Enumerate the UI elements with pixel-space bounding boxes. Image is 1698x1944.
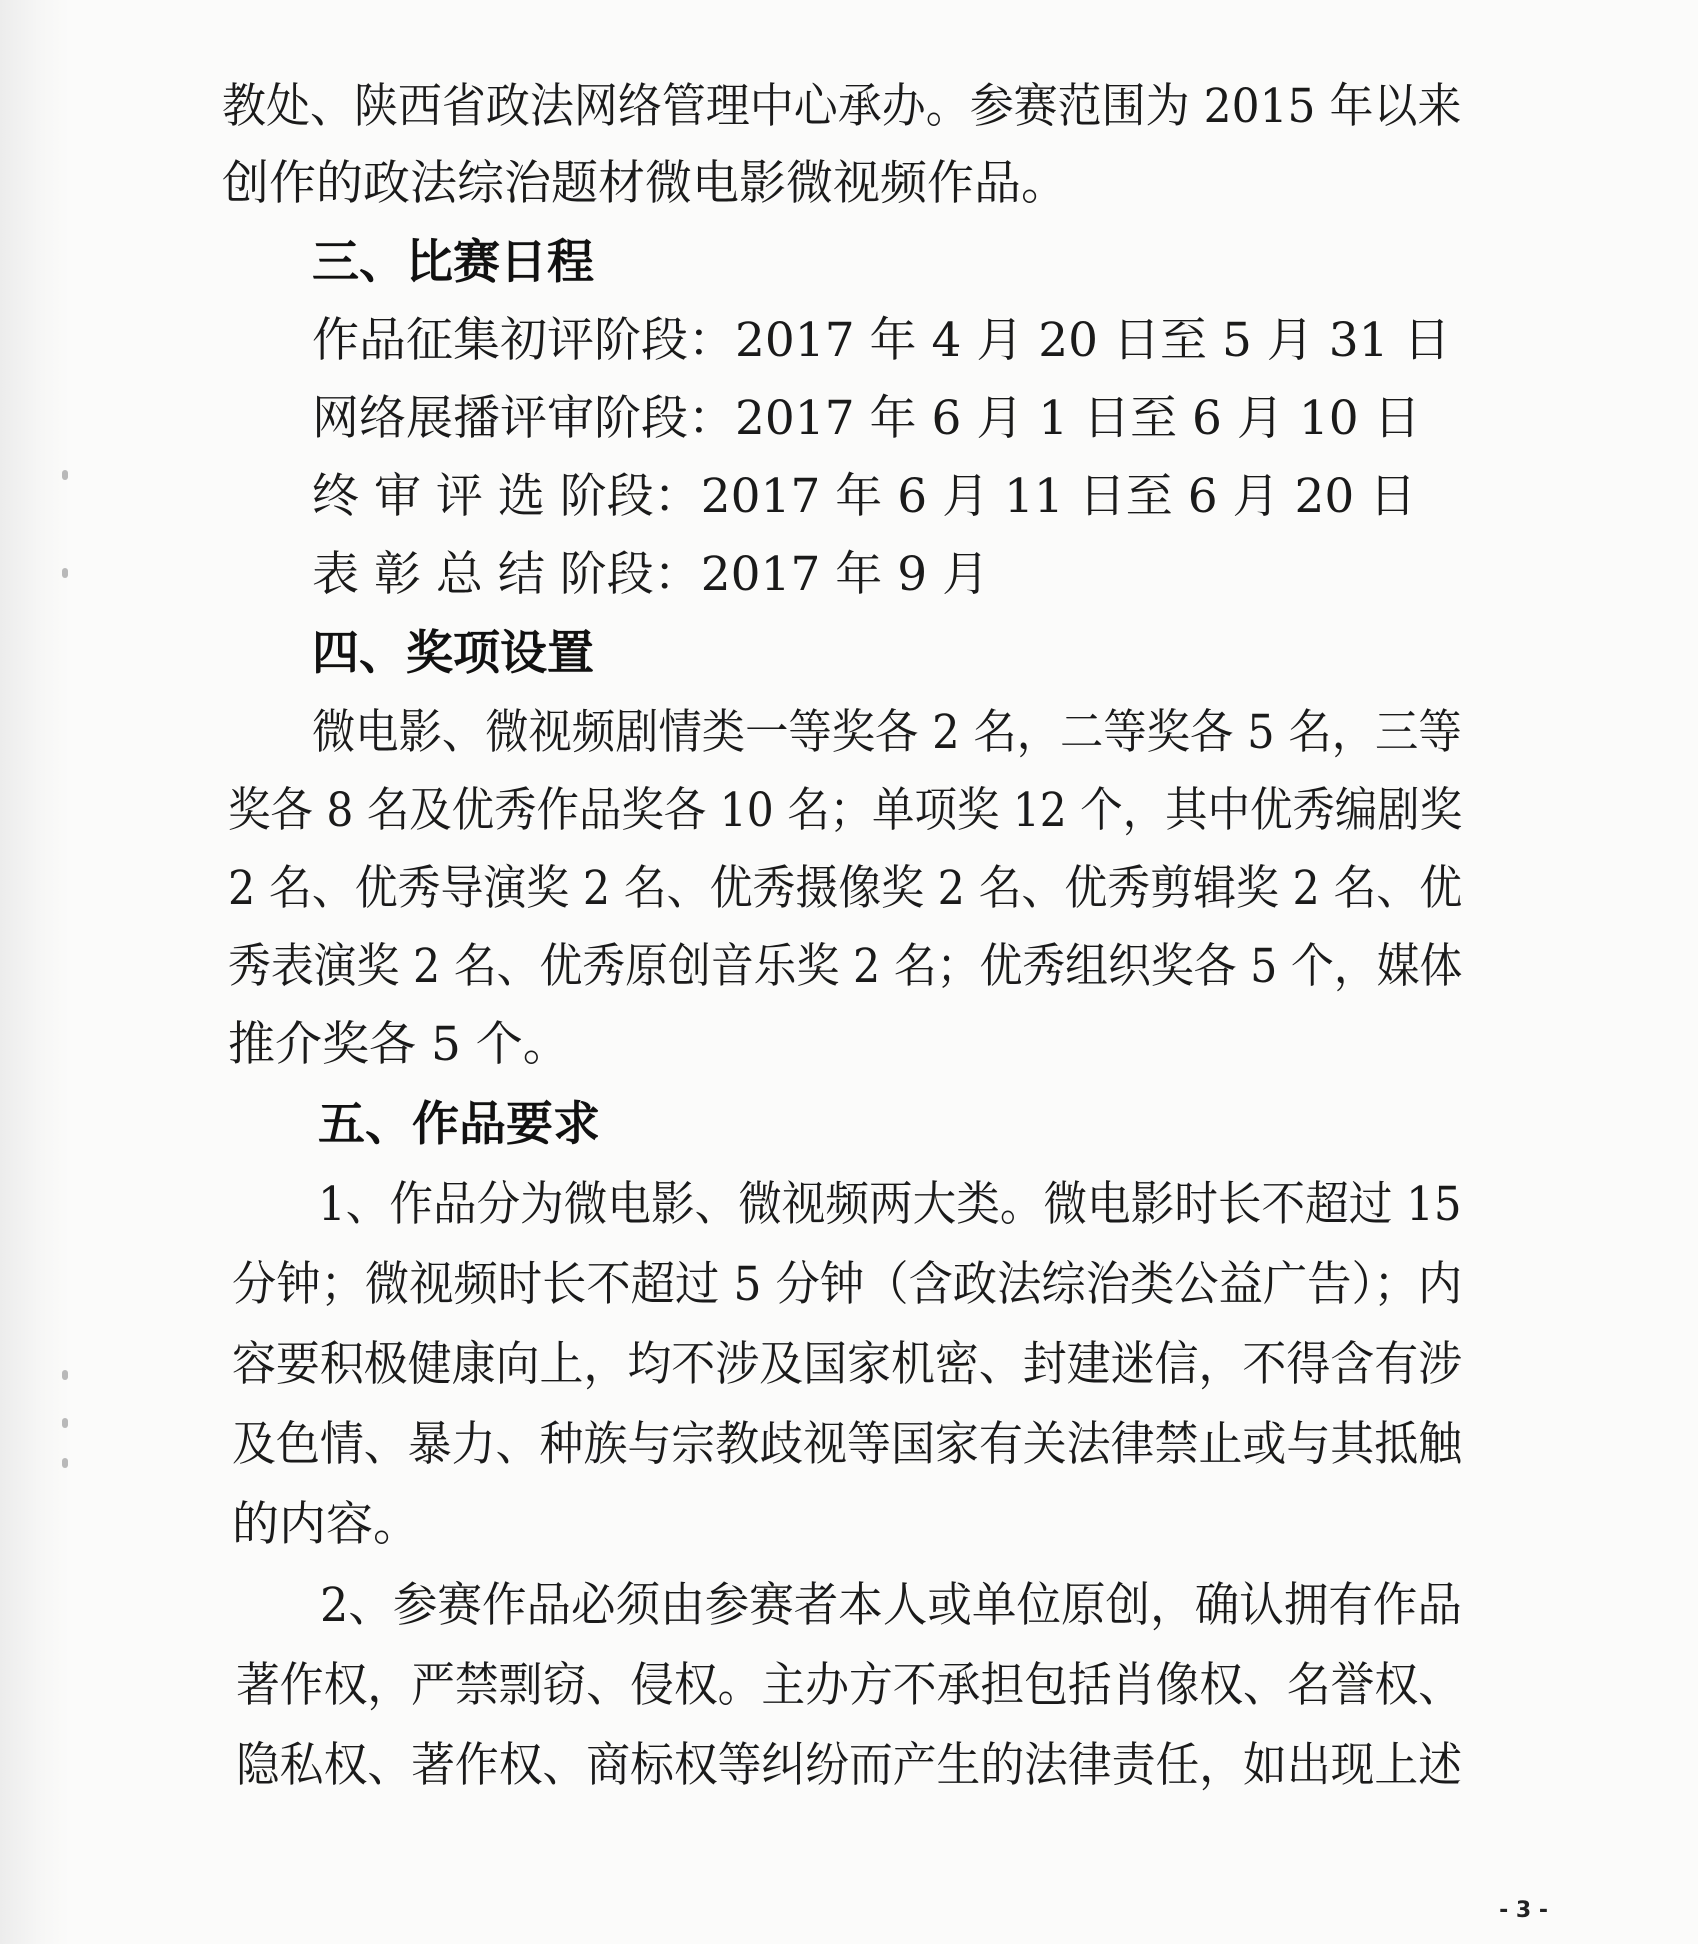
body-line: 推介奖各 5 个。: [228, 1017, 570, 1072]
body-line: 容要积极健康向上，均不涉及国家机密、封建迷信，不得含有涉: [232, 1337, 1463, 1392]
section-heading: 五、作品要求: [318, 1097, 600, 1152]
section-heading: 四、奖项设置: [312, 626, 594, 681]
binding-hole-mark: [62, 1370, 68, 1380]
body-line: 教处、陕西省政法网络管理中心承办。参赛范围为 2015 年以来: [222, 79, 1462, 134]
section-heading: 三、比赛日程: [312, 235, 594, 290]
schedule-line: 网络展播评审阶段：2017 年 6 月 1 日至 6 月 10 日: [312, 391, 1421, 446]
body-line: 及色情、暴力、种族与宗教歧视等国家有关法律禁止或与其抵触: [232, 1417, 1463, 1472]
binding-hole-mark: [62, 1458, 68, 1468]
body-line: 秀表演奖 2 名、优秀原创音乐奖 2 名；优秀组织奖各 5 个，媒体: [228, 939, 1463, 994]
schedule-line: 表 彰 总 结 阶段：2017 年 9 月: [312, 547, 990, 602]
body-line: 创作的政法综治题材微电影微视频作品。: [222, 156, 1068, 211]
body-line: 微电影、微视频剧情类一等奖各 2 名，二等奖各 5 名，三等: [312, 705, 1462, 760]
page-number: - 3 -: [1499, 1898, 1548, 1923]
body-line: 的内容。: [232, 1497, 420, 1552]
body-line: 奖各 8 名及优秀作品奖各 10 名；单项奖 12 个，其中优秀编剧奖: [228, 783, 1463, 838]
scan-edge-shadow: [0, 0, 70, 1944]
body-line: 2、参赛作品必须由参赛者本人或单位原创，确认拥有作品: [320, 1578, 1462, 1633]
body-line: 分钟；微视频时长不超过 5 分钟（含政法综治类公益广告）；内: [232, 1257, 1463, 1312]
body-line: 2 名、优秀导演奖 2 名、优秀摄像奖 2 名、优秀剪辑奖 2 名、优: [228, 861, 1463, 916]
binding-hole-mark: [62, 1418, 68, 1428]
body-line: 隐私权、著作权、商标权等纠纷而产生的法律责任，如出现上述: [236, 1738, 1462, 1793]
binding-hole-mark: [62, 568, 68, 578]
body-line: 著作权，严禁剽窃、侵权。主办方不承担包括肖像权、名誉权、: [236, 1658, 1462, 1713]
schedule-line: 终 审 评 选 阶段：2017 年 6 月 11 日至 6 月 20 日: [312, 469, 1417, 524]
binding-hole-mark: [62, 470, 68, 480]
schedule-line: 作品征集初评阶段：2017 年 4 月 20 日至 5 月 31 日: [312, 313, 1451, 368]
body-line: 1、作品分为微电影、微视频两大类。微电影时长不超过 15: [318, 1177, 1462, 1232]
